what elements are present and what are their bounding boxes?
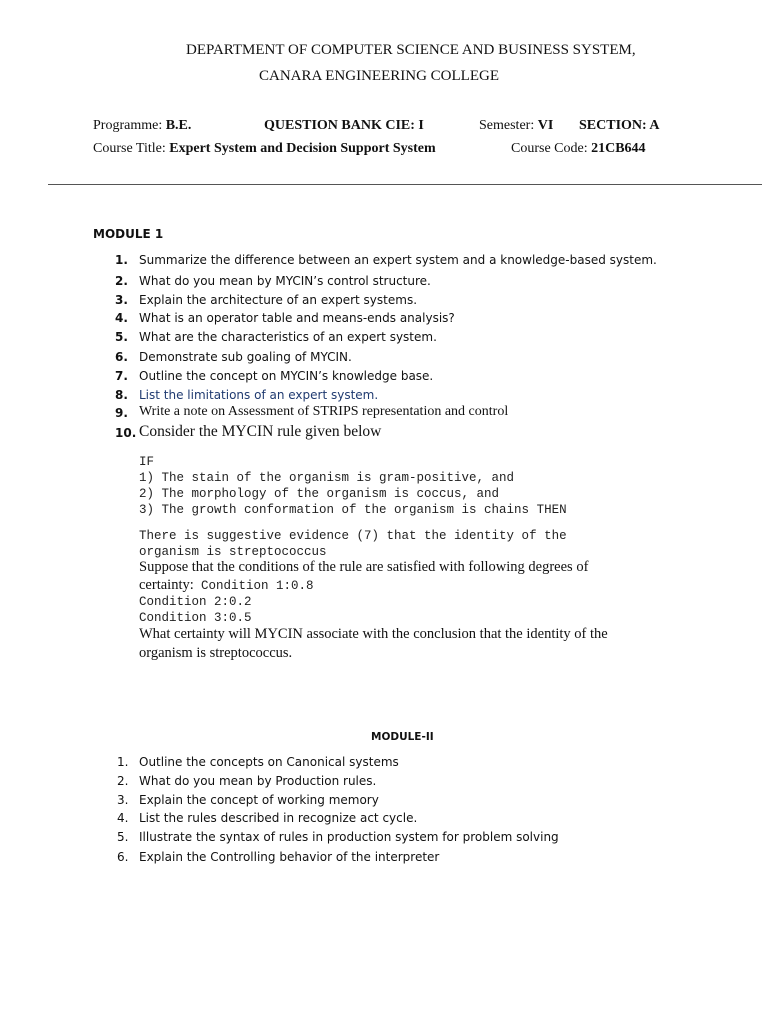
question-number: 3. [117,793,129,807]
condition-2-certainty: Condition 2:0.2 [139,595,252,609]
question-text: List the rules described in recognize act cycle. [139,811,418,825]
question-number: 2. [117,774,129,788]
rule-then-line-1: There is suggestive evidence (7) that the identity of the [139,529,567,543]
question-text: What is an operator table and means-ends analysis? [139,311,455,325]
question-text: What are the characteristics of an expert system. [139,330,437,344]
department-title: DEPARTMENT OF COMPUTER SCIENCE AND BUSINESS SYSTEM, [186,42,636,58]
question-number: 7. [115,369,128,383]
condition-1-certainty: Condition 1:0.8 [201,579,314,593]
course-code-value: 21CB644 [591,141,646,156]
programme-line [93,118,191,134]
semester-value: VI [537,118,554,133]
course-title-label: Course Title: [93,141,166,156]
module2-heading: MODULE-II [371,731,434,743]
question-text: Outline the concepts on Canonical systems [139,755,399,769]
module1-heading: MODULE 1 [93,227,164,241]
question-number: 3. [115,293,128,307]
suppose-line-1: Suppose that the conditions of the rule are satisfied with following degrees of [139,559,589,575]
semester-label: Semester: [479,118,535,133]
header-divider [48,184,762,185]
question-number: 5. [117,830,129,844]
question-text: List the limitations of an expert system. [139,388,379,402]
certainty-question-line-2: organism is streptococcus. [139,645,293,661]
question-bank-title: QUESTION BANK CIE: I [264,118,424,133]
question-text: Explain the concept of working memory [139,793,379,807]
question-text: Write a note on Assessment of STRIPS representation and control [139,404,509,419]
rule-condition-3: 3) The growth conformation of the organism is chains THEN [139,503,567,517]
question-text: Consider the MYCIN rule given below [139,423,382,440]
course-code-label: Course Code: [511,141,588,156]
rule-condition-2: 2) The morphology of the organism is coccus, and [139,487,500,501]
suppose-line-2: certainty: [139,577,194,593]
question-number: 6. [115,350,128,364]
rule-if: IF [139,455,155,469]
question-text: Summarize the difference between an expert system and a knowledge-based system. [139,253,657,267]
question-number: 10. [115,426,137,440]
semester-line [479,118,553,134]
question-number: 4. [115,311,128,325]
programme-value: B.E. [165,118,192,133]
programme-label: Programme: [93,118,163,133]
college-name: CANARA ENGINEERING COLLEGE [259,68,499,84]
course-title-line [93,141,436,157]
question-number: 2. [115,274,128,288]
question-text: Illustrate the syntax of rules in production system for problem solving [139,830,559,844]
question-number: 1. [115,253,128,267]
question-number: 5. [115,330,128,344]
certainty-question-line-1: What certainty will MYCIN associate with the conclusion that the identity of the [139,626,608,642]
rule-then-line-2: organism is streptococcus [139,545,327,559]
rule-condition-1: 1) The stain of the organism is gram-positive, and [139,471,515,485]
condition-3-certainty: Condition 3:0.5 [139,611,252,625]
question-number: 4. [117,811,129,825]
course-code-line [511,141,646,157]
course-title-value: Expert System and Decision Support System [169,141,436,156]
question-number: 8. [115,388,128,402]
question-number: 1. [117,755,129,769]
question-text: Explain the architecture of an expert systems. [139,293,418,307]
question-text: What do you mean by Production rules. [139,774,377,788]
question-text: Explain the Controlling behavior of the interpreter [139,850,440,864]
question-number: 9. [115,406,128,420]
question-text: What do you mean by MYCIN’s control structure. [139,274,431,288]
question-text: Demonstrate sub goaling of MYCIN. [139,350,352,364]
question-number: 6. [117,850,129,864]
question-text: Outline the concept on MYCIN’s knowledge base. [139,369,434,383]
section-label: SECTION: A [579,118,660,133]
